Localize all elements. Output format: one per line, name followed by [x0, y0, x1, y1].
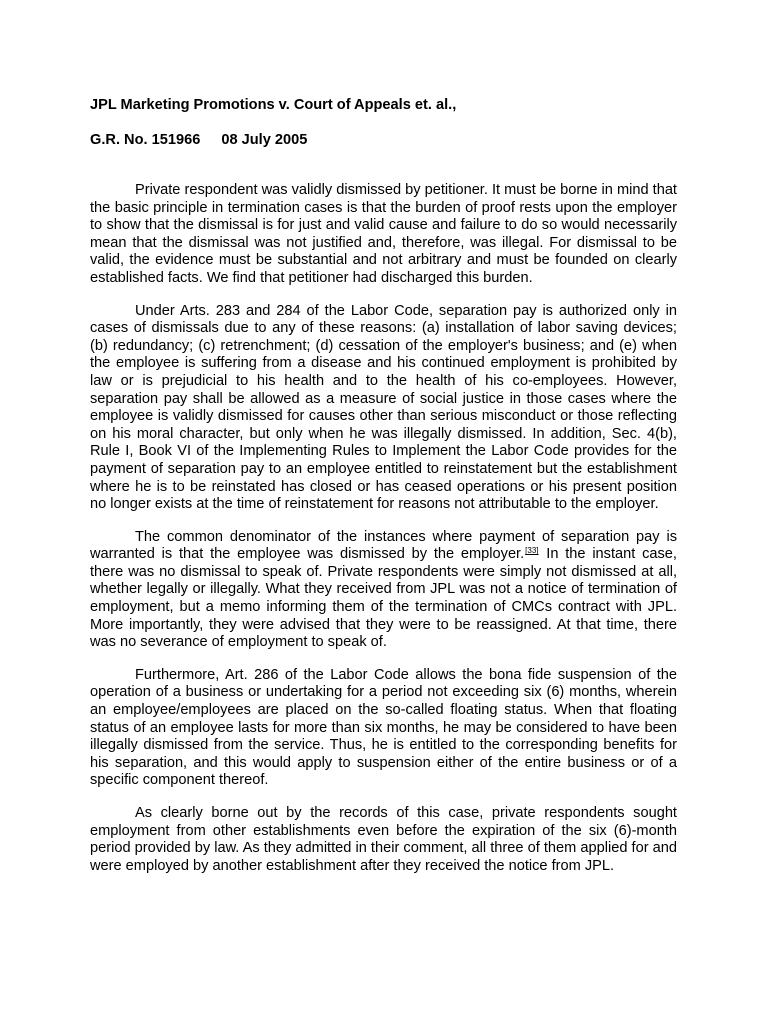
paragraph-4: Furthermore, Art. 286 of the Labor Code allows the bona fide suspension of the operation of a business or undertaking for a period not exceeding six (6) months, wherein an employee/employees are placed on the so-called floating status. When that floating status of an employee lasts for more than six months, he may be considered to have been illegally dismissed from the service. Thus, he is entitled to the corresponding benefits for his separation, and this would apply to suspension either of the entire business or of a specific component thereof. — [90, 666, 677, 789]
case-title — [90, 96, 456, 114]
document-body — [90, 182, 677, 875]
paragraph-3-lead: The common denominator of the instances where payment of separation pay is warranted is that the employee was dismissed by the employer. — [90, 528, 677, 563]
paragraph-1: Private respondent was validly dismissed by petitioner. It must be borne in mind that the basic principle in termination cases is that the burden of proof rests upon the employer to show that the dismissal is for just and valid cause and failure to do so would necessarily mean that the dismissal was not justified and, therefore, was illegal. For dismissal to be valid, the evidence must be substantial and not arbitrary and must be founded on clearly established facts. We find that petitioner had discharged this burden. — [90, 182, 677, 286]
paragraph-2: Under Arts. 283 and 284 of the Labor Code, separation pay is authorized only in cases of dismissals due to any of these reasons: (a) installation of labor saving devices; (b) redundancy; (c) retrenchment; (d) cessation of the employer's business; and (e) when the employee is suffering from a disease and his continued employment is prohibited by law or is prejudicial to his health and to the health of his co-employees. However, separation pay shall be allowed as a measure of social justice in those cases where the employee is validly dismissed for causes other than serious misconduct or those reflecting on his moral character, but only when he was illegally dismissed. In addition, Sec. 4(b), Rule I, Book VI of the Implementing Rules to Implement the Labor Code provides for the payment of separation pay to an employee entitled to reinstatement but the establishment where he is to be reinstated has closed or has ceased operations or his present position no longer exists at the time of reinstatement for reasons not attributable to the employer. — [90, 302, 677, 513]
paragraph-3 — [90, 529, 677, 652]
decision-date: 08 July 2005 — [221, 132, 308, 148]
case-title-text: JPL Marketing Promotions v. Court of Appeals et. al., — [90, 97, 457, 113]
paragraph-5: As clearly borne out by the records of this case, private respondents sought employment from other establishments even before the expiration of the six (6)-month period provided by law. As they admitted in their comment, all three of them applied for and were employed by another establishment after they received the notice from JPL. — [90, 805, 677, 874]
gr-number: G.R. No. 151966 — [90, 132, 201, 148]
paragraph-3-continuation: In the instant case, there was no dismissal to speak of. Private respondents were simply not dismissed at all, whether legally or illegally. What they received from JPL was not a notice of termination of employment, but a memo informing them of the termination of CMCs contract with JPL. More importantly, they were advised that they were to be reassigned. At that time, there was no severance of employment to speak of. — [90, 546, 677, 651]
footnote-link[interactable]: [33] — [525, 546, 539, 556]
case-reference — [90, 131, 307, 149]
